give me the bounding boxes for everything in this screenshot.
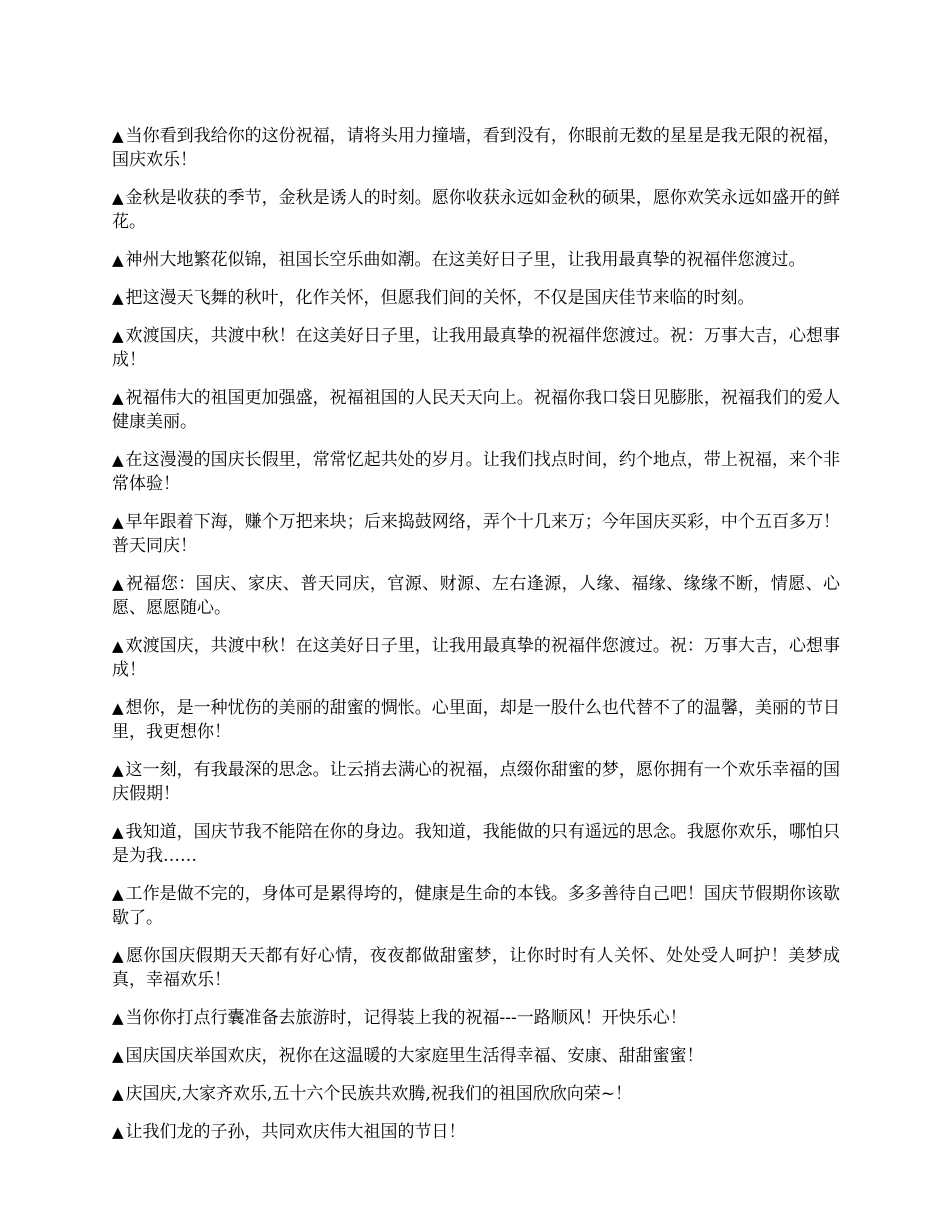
- greeting-entry: [112, 1120, 840, 1144]
- triangle-bullet-icon: ▲: [112, 251, 124, 269]
- triangle-bullet-icon: ▲: [112, 823, 124, 841]
- triangle-bullet-icon: ▲: [112, 389, 124, 407]
- triangle-bullet-icon: ▲: [112, 1009, 124, 1027]
- triangle-bullet-icon: ▲: [112, 761, 124, 779]
- greeting-entry: [112, 186, 840, 234]
- greeting-text: 把这漫天飞舞的秋叶，化作关怀，但愿我们间的关怀，不仅是国庆佳节来临的时刻。: [125, 288, 755, 308]
- triangle-bullet-icon: ▲: [112, 513, 124, 531]
- triangle-bullet-icon: ▲: [112, 1047, 124, 1065]
- greeting-text: 欢渡国庆，共渡中秋！在这美好日子里，让我用最真挚的祝福伴您渡过。祝：万事大吉，心想事成！: [112, 636, 840, 680]
- triangle-bullet-icon: ▲: [112, 885, 124, 903]
- greeting-entry: [112, 386, 840, 434]
- greeting-text: 早年跟着下海，赚个万把来块；后来捣鼓网络，弄个十几来万；今年国庆买彩，中个五百多万！普天同庆！: [112, 512, 840, 556]
- triangle-bullet-icon: ▲: [112, 327, 124, 345]
- greeting-entry: [112, 510, 840, 558]
- greeting-text: 祝福您：国庆、家庆、普天同庆，官源、财源、左右逢源，人缘、福缘、缘缘不断，情愿、心愿、愿愿随心。: [112, 574, 840, 618]
- greeting-text: 当你你打点行囊准备去旅游时，记得装上我的祝福---一路顺风！开快乐心！: [125, 1008, 687, 1028]
- greeting-text: 金秋是收获的季节，金秋是诱人的时刻。愿你收获永远如金秋的硕果，愿你欢笑永远如盛开的鲜花。: [112, 188, 840, 232]
- greeting-text: 在这漫漫的国庆长假里，常常忆起共处的岁月。让我们找点时间，约个地点，带上祝福，来个非常体验！: [112, 450, 840, 494]
- greeting-text: 欢渡国庆，共渡中秋！在这美好日子里，让我用最真挚的祝福伴您渡过。祝：万事大吉，心想事成！: [112, 326, 840, 370]
- greeting-text: 我知道，国庆节我不能陪在你的身边。我知道，我能做的只有遥远的思念。我愿你欢乐，哪怕只是为我……: [112, 822, 840, 866]
- greeting-entry: [112, 820, 840, 868]
- triangle-bullet-icon: ▲: [112, 289, 124, 307]
- greeting-text: 国庆国庆举国欢庆，祝你在这温暖的大家庭里生活得幸福、安康、甜甜蜜蜜！: [125, 1046, 704, 1066]
- greeting-entry: [112, 286, 840, 310]
- greeting-entry: [112, 696, 840, 744]
- triangle-bullet-icon: ▲: [112, 947, 124, 965]
- greeting-entry: [112, 572, 840, 620]
- triangle-bullet-icon: ▲: [112, 451, 124, 469]
- greeting-text: 让我们龙的子孙，共同欢庆伟大祖国的节日！: [125, 1122, 466, 1142]
- triangle-bullet-icon: ▲: [112, 1123, 124, 1141]
- greeting-text: 神州大地繁花似锦，祖国长空乐曲如潮。在这美好日子里，让我用最真挚的祝福伴您渡过。: [125, 250, 806, 270]
- greeting-text: 祝福伟大的祖国更加强盛，祝福祖国的人民天天向上。祝福你我口袋日见膨胀，祝福我们的爱人健康美丽。: [112, 388, 840, 432]
- triangle-bullet-icon: ▲: [112, 1085, 124, 1103]
- triangle-bullet-icon: ▲: [112, 575, 124, 593]
- greeting-entry: [112, 1044, 840, 1068]
- greeting-entry: [112, 324, 840, 372]
- greeting-entry: [112, 882, 840, 930]
- greeting-text: 庆国庆,大家齐欢乐,五十六个民族共欢腾,祝我们的祖国欣欣向荣~！: [125, 1084, 633, 1104]
- document-body: [112, 124, 840, 1158]
- triangle-bullet-icon: ▲: [112, 699, 124, 717]
- greeting-entry: [112, 634, 840, 682]
- greeting-entry: [112, 248, 840, 272]
- greeting-entry: [112, 1082, 840, 1106]
- greeting-entry: [112, 448, 840, 496]
- greeting-entry: [112, 944, 840, 992]
- greeting-entry: [112, 758, 840, 806]
- greeting-entry: [112, 124, 840, 172]
- greeting-text: 当你看到我给你的这份祝福，请将头用力撞墙，看到没有，你眼前无数的星星是我无限的祝福，国庆欢乐！: [112, 126, 840, 170]
- triangle-bullet-icon: ▲: [112, 189, 124, 207]
- greeting-text: 想你，是一种忧伤的美丽的甜蜜的惆怅。心里面，却是一股什么也代替不了的温馨，美丽的节日里，我更想你！: [112, 698, 840, 742]
- triangle-bullet-icon: ▲: [112, 637, 124, 655]
- greeting-text: 愿你国庆假期天天都有好心情，夜夜都做甜蜜梦，让你时时有人关怀、处处受人呵护！美梦成真，幸福欢乐！: [112, 946, 840, 990]
- greeting-text: 这一刻，有我最深的思念。让云捎去满心的祝福，点缀你甜蜜的梦，愿你拥有一个欢乐幸福的国庆假期！: [112, 760, 840, 804]
- greeting-entry: [112, 1006, 840, 1030]
- triangle-bullet-icon: ▲: [112, 127, 124, 145]
- greeting-text: 工作是做不完的，身体可是累得垮的，健康是生命的本钱。多多善待自己吧！国庆节假期你该歇歇了。: [112, 884, 840, 928]
